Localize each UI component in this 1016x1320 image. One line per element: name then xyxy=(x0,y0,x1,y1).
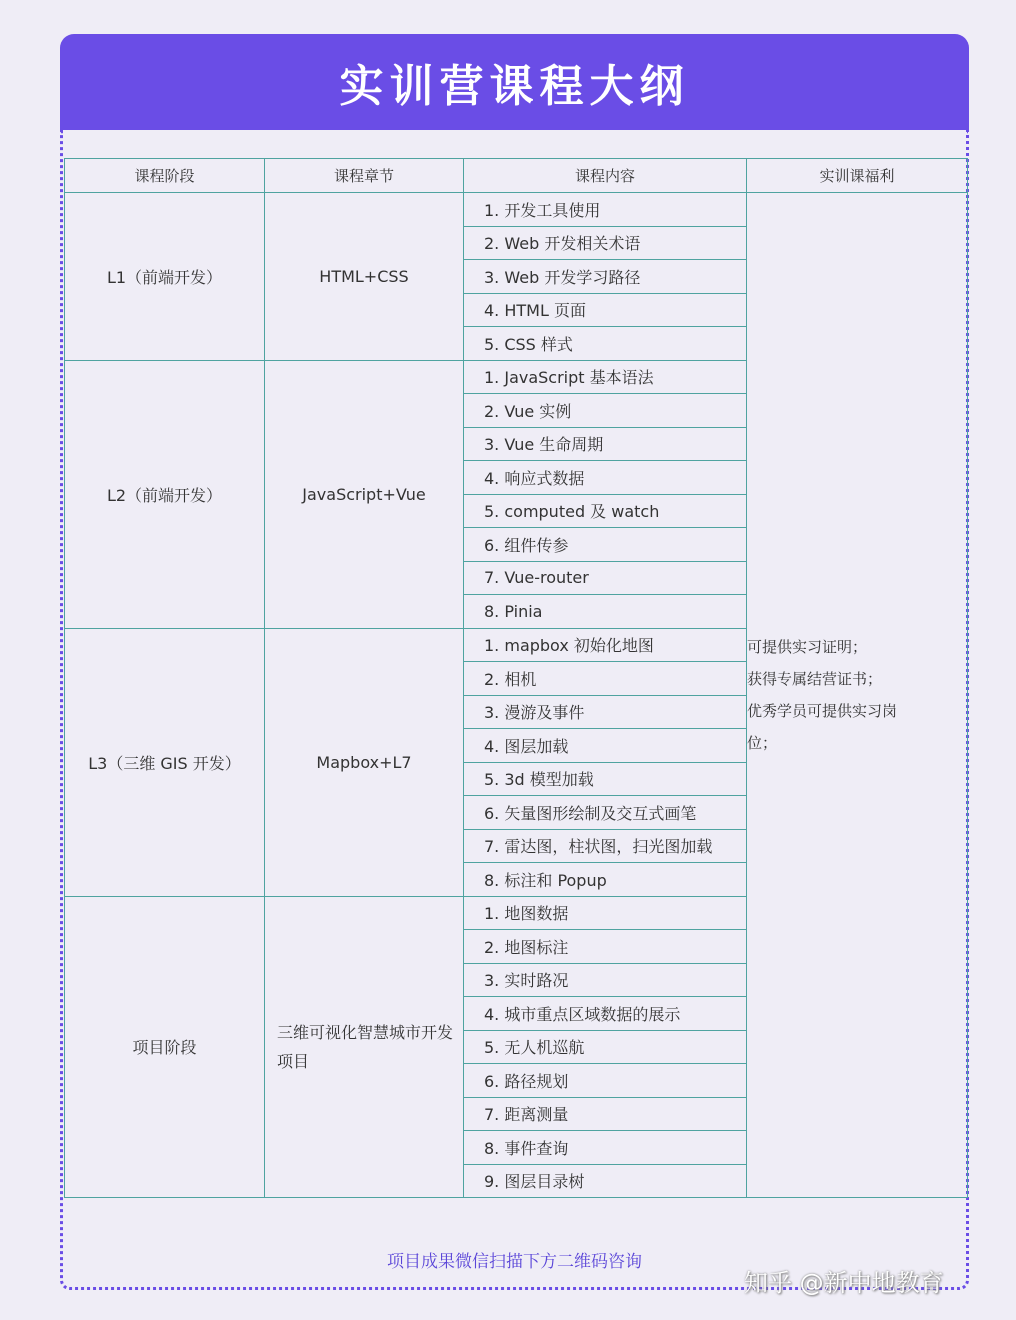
benefit-line: 优秀学员可提供实习岗 xyxy=(747,702,898,720)
content-item: 9. 图层目录树 xyxy=(464,1164,747,1198)
content-item: 5. 无人机巡航 xyxy=(464,1030,747,1064)
table-row xyxy=(65,193,968,227)
content-item: 5. computed 及 watch xyxy=(464,494,747,528)
stage-cell-l3: L3（三维 GIS 开发） xyxy=(65,628,265,896)
stage-cell-l1: L1（前端开发） xyxy=(65,193,265,361)
chapter-cell-project xyxy=(265,896,464,1198)
header-stage: 课程阶段 xyxy=(65,159,265,193)
header-content: 课程内容 xyxy=(464,159,747,193)
content-item: 8. Pinia xyxy=(464,595,747,629)
stage-cell-project: 项目阶段 xyxy=(65,896,265,1198)
content-item: 5. 3d 模型加载 xyxy=(464,762,747,796)
content-item: 3. Web 开发学习路径 xyxy=(464,260,747,294)
content-item: 7. Vue-router xyxy=(464,561,747,595)
watermark: 知乎 @新中地教育 xyxy=(744,1269,944,1297)
chapter-cell-l2: JavaScript+Vue xyxy=(265,360,464,628)
chapter-line: 三维可视化智慧城市开发 xyxy=(277,1022,454,1042)
chapter-cell-l3: Mapbox+L7 xyxy=(265,628,464,896)
content-item: 6. 路径规划 xyxy=(464,1064,747,1098)
content-item: 4. 响应式数据 xyxy=(464,461,747,495)
content-item: 3. 漫游及事件 xyxy=(464,695,747,729)
benefit-line: 获得专属结营证书； xyxy=(747,670,883,688)
chapter-line: 项目 xyxy=(277,1051,310,1071)
content-item: 3. Vue 生命周期 xyxy=(464,427,747,461)
content-item: 7. 雷达图，柱状图，扫光图加载 xyxy=(464,829,747,863)
content-item: 2. Vue 实例 xyxy=(464,394,747,428)
stage-cell-l2: L2（前端开发） xyxy=(65,360,265,628)
content-item: 1. 地图数据 xyxy=(464,896,747,930)
content-item: 2. 地图标注 xyxy=(464,930,747,964)
content-item: 2. Web 开发相关术语 xyxy=(464,226,747,260)
benefit-cell xyxy=(747,193,968,1198)
title-banner xyxy=(60,34,969,130)
course-outline-table xyxy=(64,158,968,1198)
content-item: 7. 距离测量 xyxy=(464,1097,747,1131)
content-item: 8. 标注和 Popup xyxy=(464,863,747,897)
content-item: 1. mapbox 初始化地图 xyxy=(464,628,747,662)
table-header-row xyxy=(65,159,968,193)
content-item: 8. 事件查询 xyxy=(464,1131,747,1165)
benefit-line: 可提供实习证明； xyxy=(747,638,868,656)
content-item: 3. 实时路况 xyxy=(464,963,747,997)
content-item: 4. HTML 页面 xyxy=(464,293,747,327)
content-item: 4. 图层加载 xyxy=(464,729,747,763)
content-item: 5. CSS 样式 xyxy=(464,327,747,361)
content-item: 4. 城市重点区域数据的展示 xyxy=(464,997,747,1031)
content-item: 2. 相机 xyxy=(464,662,747,696)
footer-note: 项目成果微信扫描下方二维码咨询 xyxy=(387,1252,642,1272)
chapter-cell-l1: HTML+CSS xyxy=(265,193,464,361)
content-item: 6. 组件传参 xyxy=(464,528,747,562)
content-item: 1. 开发工具使用 xyxy=(464,193,747,227)
content-item: 1. JavaScript 基本语法 xyxy=(464,360,747,394)
header-chapter: 课程章节 xyxy=(265,159,464,193)
benefit-line: 位； xyxy=(747,734,778,752)
outline-card xyxy=(60,34,969,1290)
page-title: 实训营课程大纲 xyxy=(339,61,690,112)
header-benefit: 实训课福利 xyxy=(747,159,968,193)
content-item: 6. 矢量图形绘制及交互式画笔 xyxy=(464,796,747,830)
